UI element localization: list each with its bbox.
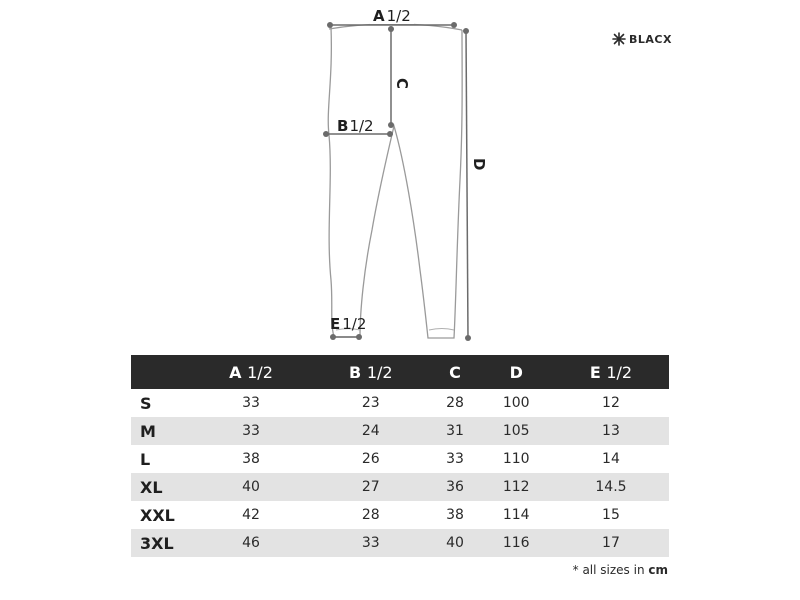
table-cell: 17 [602,535,620,551]
column-fraction: 1/2 [247,362,273,382]
table-cell: 110 [502,451,530,467]
table-cell: 13 [602,423,620,439]
table-header-row [131,355,669,389]
units-footnote [573,563,668,577]
label-d: D [470,158,488,171]
column-header-c [431,355,480,389]
table-cell: 33 [446,451,464,467]
size-label: XXL [140,505,175,525]
label-c: C [393,78,411,90]
column-letter: D [509,362,523,382]
column-fraction: 1/2 [366,362,393,382]
table-cell: 40 [446,535,464,551]
table-cell: 26 [361,451,380,467]
footnote-text: * all sizes in [572,563,649,577]
table-cell: 46 [242,535,260,551]
table-cell: 112 [502,479,530,495]
column-header-b [311,355,431,389]
footnote-unit: cm [648,563,668,577]
brand-name: BLACX [629,32,672,46]
column-header-d [480,355,553,389]
pants-outline [328,27,462,338]
table-cell: 38 [242,451,260,467]
table-cell: 33 [242,395,260,411]
column-letter: C [449,362,461,382]
table-cell: 33 [242,423,260,439]
column-letter: E [589,362,601,382]
label-a: A 1/2 [373,7,411,25]
column-header-a [191,355,311,389]
table-cell: 15 [602,507,620,523]
size-label: S [140,393,152,413]
size-label: L [140,449,151,469]
size-label: XL [140,477,163,497]
table-cell: 14.5 [595,479,627,495]
table-row [131,473,669,501]
measure-d-line [463,28,471,341]
table-cell: 23 [361,395,380,411]
table-cell: 40 [242,479,260,495]
table-cell: 116 [502,535,530,551]
table-cell: 14 [602,451,620,467]
table-row [131,417,669,445]
table-row [131,501,669,529]
table-cell: 12 [602,395,620,411]
table-cell: 114 [502,507,530,523]
column-fraction: 1/2 [606,362,633,382]
column-header-e [553,355,669,389]
measure-c-line [388,26,394,128]
table-row [131,389,669,417]
table-cell: 100 [502,395,530,411]
table-cell: 36 [446,479,464,495]
table-cell: 24 [361,423,380,439]
table-cell: 28 [361,507,380,523]
table-body [131,389,669,557]
header-corner [131,355,191,389]
table-row [131,445,669,473]
table-cell: 27 [361,479,380,495]
snowflake-icon [612,32,626,46]
label-b: B1/2 [337,117,374,135]
table-cell: 28 [446,395,464,411]
table-cell: 105 [502,423,530,439]
table-cell: 33 [361,535,380,551]
size-label: M [140,421,156,441]
table-cell: 38 [446,507,464,523]
size-label: 3XL [140,533,174,553]
size-chart-table [131,355,669,557]
table-cell: 31 [446,423,464,439]
column-letter: A [229,362,242,382]
brand-logo [612,32,672,46]
label-e: E 1/2 [330,315,367,333]
table-cell: 42 [242,507,260,523]
column-letter: B [349,362,362,382]
table-row [131,529,669,557]
measure-e-line [330,334,362,340]
